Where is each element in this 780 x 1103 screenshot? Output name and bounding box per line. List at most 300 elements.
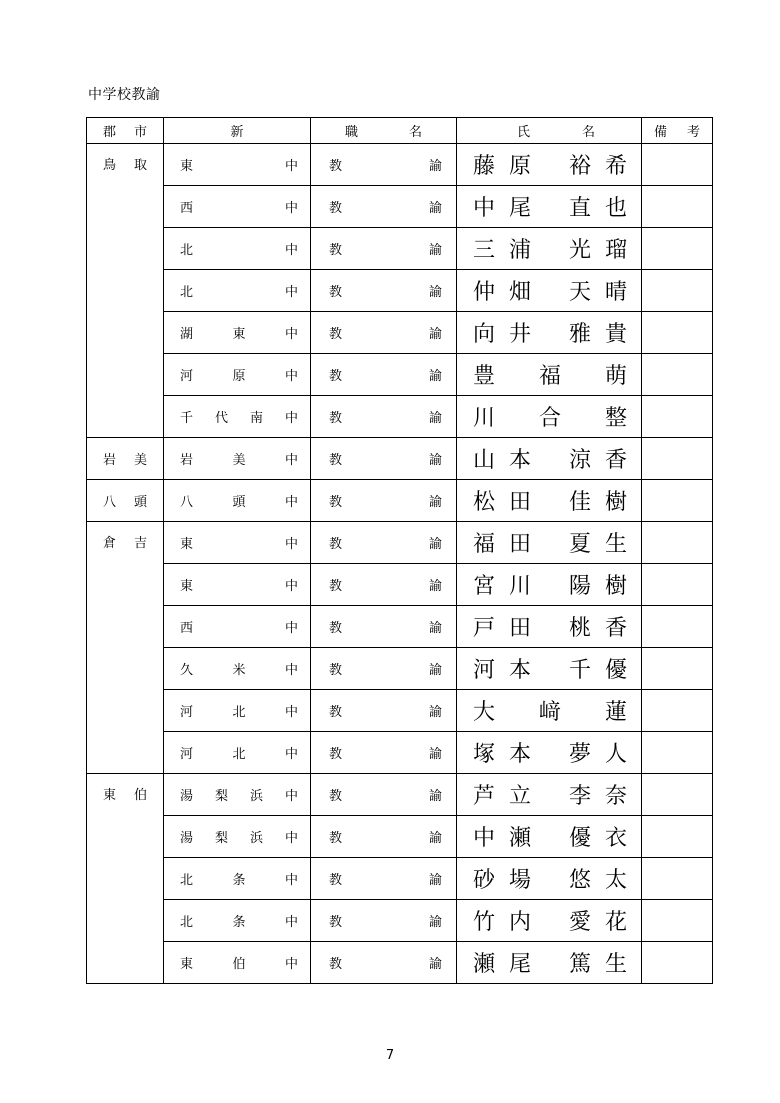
school-cell [164,522,311,564]
school-char: 東 [180,159,194,174]
school-char: 湖 [180,327,194,342]
title-char: 教 [329,705,343,720]
school-char: 北 [180,915,194,930]
name-char: 愛 [568,910,591,935]
school-char: 河 [180,705,194,720]
table-row [87,396,713,438]
name-char: 生 [604,532,627,557]
name-char: 内 [509,910,532,935]
title-char: 教 [329,201,343,216]
school-cell [164,774,311,816]
school-char: 代 [214,411,228,426]
school-char: 梨 [214,831,228,846]
table-row [87,816,713,858]
school-char: 中 [284,957,298,972]
name-cell [457,942,642,984]
name-char: 光 [568,238,591,263]
school-char: 中 [284,873,298,888]
name-char: 田 [509,532,532,557]
name-char: 田 [509,490,532,515]
header-name-char: 名 [581,125,595,140]
name-char: 本 [509,742,532,767]
school-char: 中 [284,789,298,804]
title-char: 教 [329,159,343,174]
school-char: 中 [284,243,298,258]
name-char: 陽 [568,574,591,599]
title-cell [311,522,457,564]
school-char: 南 [249,411,263,426]
school-cell [164,648,311,690]
title-char: 諭 [428,747,442,762]
city-char: 取 [133,158,147,173]
page-number: 7 [385,1048,395,1063]
school-cell [164,690,311,732]
school-cell [164,396,311,438]
title-char: 諭 [428,495,442,510]
school-char: 中 [284,327,298,342]
school-cell [164,228,311,270]
header-name [457,118,642,144]
title-char: 諭 [428,957,442,972]
school-char: 西 [180,621,194,636]
note-cell [642,606,713,648]
note-cell [642,312,713,354]
title-char: 教 [329,747,343,762]
table-row [87,354,713,396]
name-char: 井 [509,322,532,347]
name-char: 福 [473,532,496,557]
city-cell [87,774,164,984]
title-cell [311,354,457,396]
note-cell [642,774,713,816]
name-char: 田 [509,616,532,641]
school-char: 東 [180,957,194,972]
school-char: 中 [284,915,298,930]
school-char: 湯 [180,789,194,804]
school-char: 中 [284,159,298,174]
header-city-char: 市 [133,125,147,140]
name-char: 香 [604,448,627,473]
city-char: 鳥 [103,158,117,173]
title-cell [311,186,457,228]
school-char: 北 [232,705,246,720]
title-char: 諭 [428,873,442,888]
table-row [87,900,713,942]
school-cell [164,144,311,186]
table-header-row [87,118,713,144]
title-char: 教 [329,579,343,594]
title-char: 諭 [428,453,442,468]
school-char: 中 [284,369,298,384]
name-cell [457,858,642,900]
school-char: 中 [284,285,298,300]
name-char: 千 [568,658,591,683]
name-char: 直 [568,196,591,221]
header-city [87,118,164,144]
name-cell [457,228,642,270]
name-char: 中 [473,826,496,851]
name-char: 河 [473,658,496,683]
title-char: 諭 [428,663,442,678]
name-cell [457,480,642,522]
name-char: 立 [509,784,532,809]
name-char: 瑠 [604,238,627,263]
header-title-char: 名 [408,125,422,140]
name-char: 優 [568,826,591,851]
title-cell [311,816,457,858]
name-char: 川 [509,574,532,599]
name-char: 場 [509,868,532,893]
name-char: 奈 [604,784,627,809]
school-char: 中 [284,705,298,720]
city-char: 伯 [133,788,147,803]
header-school [164,118,311,144]
title-char: 教 [329,831,343,846]
title-cell [311,228,457,270]
title-cell [311,144,457,186]
school-char: 中 [284,495,298,510]
title-cell [311,732,457,774]
school-char: 条 [232,915,246,930]
note-cell [642,648,713,690]
name-cell [457,774,642,816]
school-cell [164,270,311,312]
header-school-char: 新 [230,125,244,140]
city-char: 倉 [103,536,117,551]
title-char: 諭 [428,327,442,342]
title-cell [311,312,457,354]
table-row [87,522,713,564]
name-char: 原 [509,154,532,179]
header-note [642,118,713,144]
school-char: 伯 [232,957,246,972]
title-cell [311,648,457,690]
name-char: 松 [473,490,496,515]
name-char: 萌 [604,364,627,389]
name-char: 尾 [509,952,532,977]
school-char: 岩 [180,453,194,468]
note-cell [642,186,713,228]
school-char: 中 [284,831,298,846]
note-cell [642,228,713,270]
school-cell [164,858,311,900]
school-cell [164,606,311,648]
school-char: 中 [284,579,298,594]
name-cell [457,606,642,648]
name-char: 整 [604,406,627,431]
school-cell [164,564,311,606]
name-char: 涼 [568,448,591,473]
city-cell [87,144,164,438]
title-cell [311,900,457,942]
title-char: 諭 [428,915,442,930]
table-row [87,774,713,816]
title-char: 教 [329,495,343,510]
school-char: 河 [180,747,194,762]
name-char: 夢 [568,742,591,767]
name-char: 藤 [473,154,496,179]
note-cell [642,144,713,186]
table-body [87,144,713,984]
school-char: 条 [232,873,246,888]
city-char: 東 [103,788,117,803]
school-char: 中 [284,411,298,426]
name-cell [457,144,642,186]
school-char: 北 [180,243,194,258]
city-cell [87,522,164,774]
note-cell [642,564,713,606]
school-char: 美 [232,453,246,468]
name-char: 戸 [473,616,496,641]
name-char: 仲 [473,280,496,305]
note-cell [642,354,713,396]
title-cell [311,858,457,900]
note-cell [642,522,713,564]
header-note-char: 備 [654,125,668,140]
note-cell [642,900,713,942]
title-char: 教 [329,453,343,468]
school-cell [164,312,311,354]
school-char: 浜 [249,789,263,804]
note-cell [642,480,713,522]
name-cell [457,564,642,606]
name-cell [457,354,642,396]
school-cell [164,816,311,858]
name-char: 川 [473,406,496,431]
school-cell [164,354,311,396]
name-char: 衣 [604,826,627,851]
title-char: 教 [329,285,343,300]
name-cell [457,522,642,564]
page-heading: 中学校教諭 [88,87,161,103]
name-char: 貴 [604,322,627,347]
school-char: 浜 [249,831,263,846]
note-cell [642,396,713,438]
name-cell [457,312,642,354]
school-char: 頭 [232,495,246,510]
name-char: 尾 [509,196,532,221]
name-char: 悠 [568,868,591,893]
header-title-char: 職 [345,125,359,140]
title-cell [311,270,457,312]
school-char: 東 [232,327,246,342]
name-char: 樹 [604,490,627,515]
name-char: 花 [604,910,627,935]
school-char: 中 [284,201,298,216]
name-char: 佳 [568,490,591,515]
name-cell [457,732,642,774]
school-char: 中 [284,453,298,468]
city-char: 吉 [133,536,147,551]
title-char: 諭 [428,621,442,636]
title-char: 諭 [428,579,442,594]
title-char: 教 [329,663,343,678]
table-row [87,438,713,480]
title-cell [311,606,457,648]
title-char: 教 [329,243,343,258]
name-cell [457,690,642,732]
title-char: 教 [329,789,343,804]
title-cell [311,564,457,606]
school-cell [164,186,311,228]
name-char: 蓮 [604,700,627,725]
table-row [87,690,713,732]
school-char: 原 [232,369,246,384]
name-char: 優 [604,658,627,683]
city-char: 岩 [103,453,117,468]
name-char: 砂 [473,868,496,893]
name-cell [457,270,642,312]
title-char: 諭 [428,411,442,426]
header-title [311,118,457,144]
school-char: 河 [180,369,194,384]
school-char: 東 [180,537,194,552]
school-char: 北 [180,873,194,888]
name-char: 生 [604,952,627,977]
note-cell [642,816,713,858]
school-char: 八 [180,495,194,510]
name-cell [457,816,642,858]
header-note-char: 考 [686,125,700,140]
name-char: 也 [604,196,627,221]
name-cell [457,648,642,690]
name-char: 浦 [509,238,532,263]
table-row [87,144,713,186]
table-row [87,564,713,606]
name-char: 太 [604,868,627,893]
title-char: 諭 [428,159,442,174]
school-char: 米 [232,663,246,678]
school-cell [164,732,311,774]
name-char: 福 [539,364,562,389]
name-char: 大 [473,700,496,725]
title-cell [311,480,457,522]
name-char: 樹 [604,574,627,599]
city-char: 八 [103,495,117,510]
table-row [87,312,713,354]
school-char: 湯 [180,831,194,846]
school-char: 西 [180,201,194,216]
title-char: 諭 [428,831,442,846]
title-cell [311,438,457,480]
school-char: 中 [284,663,298,678]
title-char: 諭 [428,243,442,258]
name-char: 三 [473,238,496,263]
title-char: 教 [329,957,343,972]
table-row [87,858,713,900]
table-row [87,732,713,774]
name-char: 人 [604,742,627,767]
name-char: 雅 [568,322,591,347]
table-row [87,270,713,312]
note-cell [642,732,713,774]
note-cell [642,942,713,984]
name-char: 山 [473,448,496,473]
name-char: 芦 [473,784,496,809]
name-char: 本 [509,448,532,473]
title-char: 諭 [428,537,442,552]
school-char: 東 [180,579,194,594]
title-char: 教 [329,327,343,342]
note-cell [642,690,713,732]
title-char: 諭 [428,789,442,804]
school-char: 北 [232,747,246,762]
school-char: 梨 [214,789,228,804]
note-cell [642,858,713,900]
school-cell [164,438,311,480]
title-char: 諭 [428,285,442,300]
title-char: 教 [329,411,343,426]
table-row [87,942,713,984]
title-cell [311,690,457,732]
table-row [87,480,713,522]
school-char: 千 [180,411,194,426]
name-char: 桃 [568,616,591,641]
table-row [87,606,713,648]
title-char: 諭 [428,369,442,384]
table-row [87,228,713,270]
name-char: 竹 [473,910,496,935]
title-char: 教 [329,873,343,888]
title-char: 諭 [428,201,442,216]
title-cell [311,774,457,816]
name-char: 裕 [568,154,591,179]
name-char: 晴 [604,280,627,305]
table-row [87,186,713,228]
school-char: 中 [284,537,298,552]
school-char: 中 [284,747,298,762]
note-cell [642,270,713,312]
school-cell [164,480,311,522]
name-char: 中 [473,196,496,221]
title-char: 諭 [428,705,442,720]
name-char: 向 [473,322,496,347]
city-cell [87,438,164,480]
name-char: 希 [604,154,627,179]
title-char: 教 [329,369,343,384]
name-char: 豊 [473,364,496,389]
school-cell [164,942,311,984]
name-char: 本 [509,658,532,683]
name-char: 李 [568,784,591,809]
school-cell [164,900,311,942]
name-cell [457,900,642,942]
city-char: 頭 [133,495,147,510]
name-char: 天 [568,280,591,305]
name-char: 篤 [568,952,591,977]
name-char: 塚 [473,742,496,767]
name-cell [457,186,642,228]
title-char: 教 [329,915,343,930]
table-row [87,648,713,690]
name-char: 宮 [473,574,496,599]
name-char: 合 [539,406,562,431]
title-char: 教 [329,537,343,552]
header-city-char: 郡 [103,125,117,140]
city-char: 美 [133,453,147,468]
name-char: 瀬 [473,952,496,977]
name-char: 夏 [568,532,591,557]
title-cell [311,396,457,438]
name-char: 﨑 [539,700,562,725]
title-cell [311,942,457,984]
name-char: 瀬 [509,826,532,851]
school-char: 久 [180,663,194,678]
note-cell [642,438,713,480]
name-char: 畑 [509,280,532,305]
city-cell [87,480,164,522]
school-char: 中 [284,621,298,636]
